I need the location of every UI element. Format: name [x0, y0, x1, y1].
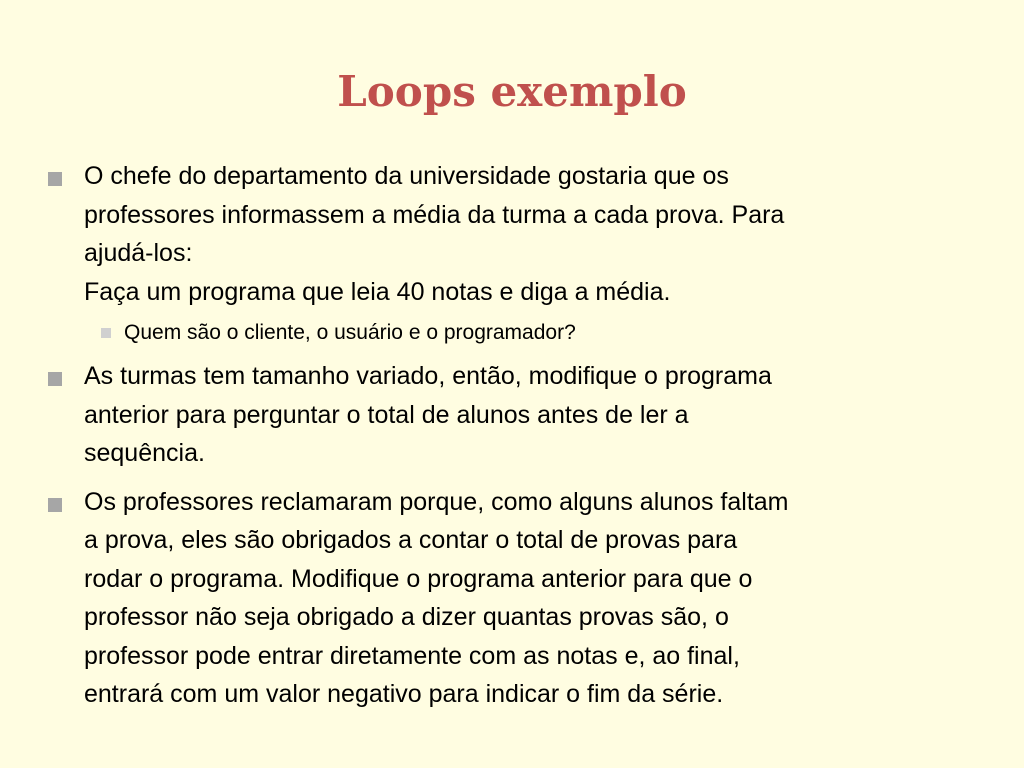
bullet-text-line: rodar o programa. Modifique o programa anterior para que o: [84, 564, 753, 593]
bullet-text-line: Faça um programa que leia 40 notas e diga a média.: [84, 277, 671, 306]
slide-title: Loops exemplo: [337, 67, 687, 116]
bullet-text-line: a prova, eles são obrigados a contar o total de provas para: [84, 526, 738, 554]
slide-body: [48, 157, 978, 714]
square-bullet-icon: [48, 498, 62, 512]
bullet-item-1: [48, 157, 978, 311]
bullet-text-line: ajudá-los:: [84, 239, 193, 267]
bullet-text-line: anterior para perguntar o total de alunos antes de ler a: [84, 400, 689, 429]
bullet-text-line: As turmas tem tamanho variado, então, modifique o programa: [84, 362, 772, 390]
sub-bullet-text: Quem são o cliente, o usuário e o programador?: [124, 321, 576, 344]
square-sub-bullet-icon: [101, 328, 111, 338]
bullet-text-line: professor não seja obrigado a dizer quantas provas são, o: [84, 603, 729, 631]
bullet-item-2: [48, 357, 978, 473]
sub-bullet-item: [96, 313, 978, 353]
bullet-text-line: O chefe do departamento da universidade gostaria que os: [84, 162, 729, 190]
bullet-text-line: Os professores reclamaram porque, como alguns alunos faltam: [84, 487, 789, 516]
bullet-text-line: professor pode entrar diretamente com as notas e, ao final,: [84, 641, 740, 670]
bullet-text-line: entrará com um valor negativo para indicar o fim da série.: [84, 680, 724, 708]
bullet-text-line: professores informassem a média da turma a cada prova. Para: [84, 200, 785, 229]
bullet-item-3: [48, 483, 978, 714]
square-bullet-icon: [48, 172, 62, 186]
square-bullet-icon: [48, 372, 62, 386]
bullet-text-line: sequência.: [84, 439, 205, 467]
